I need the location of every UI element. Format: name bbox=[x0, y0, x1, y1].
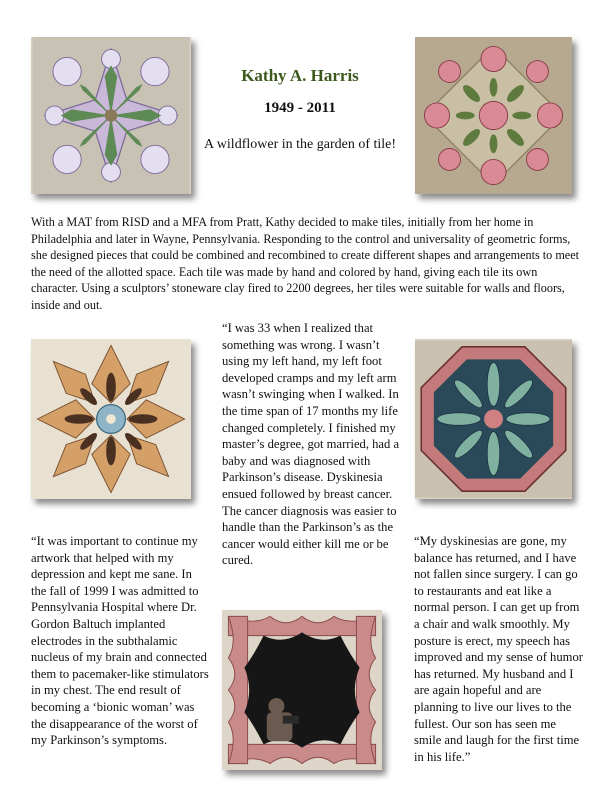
quote-recovery: “My dyskinesias are gone, my balance has returned, and I have not fallen since surgery. I can go to restaurants and eat like a normal person. I can get up from a chair and walk smoothly. My posture is erect, my speech has improved and my sense of humor has returned. My husband and I are again hopeful and are planning to live our lives to the fullest. Our son has seen me smile and laugh for the first time in his life.” bbox=[414, 534, 583, 764]
life-years: 1949 - 2011 bbox=[264, 100, 336, 116]
tile-photo-blue-pink-octagon bbox=[415, 339, 572, 499]
tile-photo-pink-rose bbox=[415, 37, 572, 194]
tile-photo-purple-flower-star bbox=[31, 37, 191, 194]
tagline: A wildflower in the garden of tile! bbox=[203, 137, 397, 152]
mirror-frame-tile-art bbox=[222, 610, 382, 770]
tile-photo-brown-mandala bbox=[31, 339, 191, 499]
brown-mandala-tile-art bbox=[31, 339, 191, 499]
purple-flower-star-tile-art bbox=[31, 37, 191, 194]
page-title: Kathy A. Harris bbox=[241, 66, 359, 85]
quote-diagnosis: “I was 33 when I realized that something was wrong. I wasn’t using my left hand, my left foot developed cramps and my left arm wasn’t swinging when I walked. In the time span of 17 months my life changed completely. I finished my master’s degree, got married, had a baby and was diagnosed with Parkinson’s disease. Dyskinesia ensued followed by breast cancer. The cancer diagnosis was easier to handle than the Parkinson’s as the cancer would either kill me or be cured. bbox=[222, 321, 400, 568]
blue-pink-octagon-tile-art bbox=[415, 339, 572, 499]
tile-photo-mirror-frame bbox=[222, 610, 382, 770]
quote-artwork: “It was important to continue my artwork that helped with my depression and kept me sane. In the fall of 1999 I was admitted to Pennsylvania Hospital where Dr. Gordon Baltuch implanted electrodes in the subthalamic nucleus of my brain and connected them to pacemaker-like stimulators in my chest. The end result of becoming a ‘bionic woman’ was the disappearance of the worst of my Parkinson’s symptoms. bbox=[31, 534, 209, 748]
pink-rose-tile-art bbox=[415, 37, 572, 194]
intro-paragraph: With a MAT from RISD and a MFA from Pratt, Kathy decided to make tiles, initially from her home in Philadelphia and later in Wayne, Pennsylvania. Responding to the control and universality of geometric forms, she designed pieces that could be combined and recombined to create different shapes and arrangements to meet the need of the allotted space. Each tile was made by hand and colored by hand, giving each tile its own character. Using a sculptors’ stoneware clay fired to 2200 degrees, her tiles were suitable for walls and floors, inside and out. bbox=[31, 215, 580, 312]
